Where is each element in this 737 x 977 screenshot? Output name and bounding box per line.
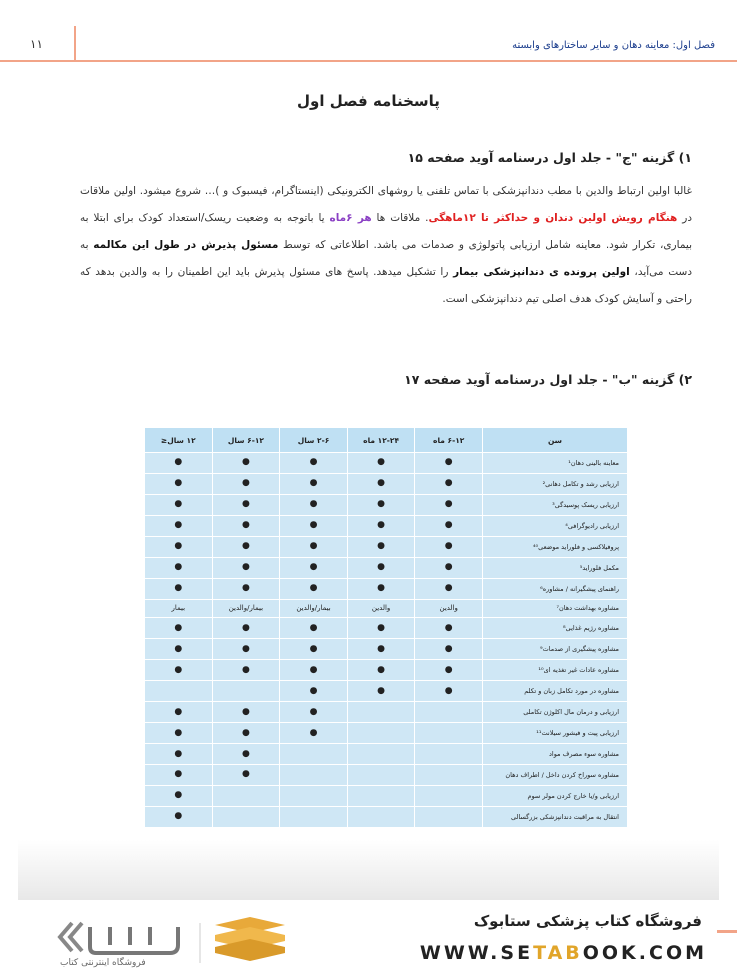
table-cell: ● — [347, 536, 415, 557]
row-label: معاینه بالینی دهان¹ — [483, 453, 628, 474]
header-age: سن — [483, 428, 628, 453]
table-cell — [280, 744, 348, 765]
table-row — [145, 639, 628, 660]
q1-highlight-interval: هر ۶ماه — [329, 212, 372, 224]
table-cell: ● — [347, 681, 415, 702]
logo-wordmark — [90, 927, 178, 953]
shop-url[interactable] — [420, 942, 707, 964]
table-cell: والدین — [415, 599, 483, 618]
row-label: ارزیابی رشد و تکامل دهانی² — [483, 473, 628, 494]
row-label: ارزیابی پیت و فیشور سیلانت¹¹ — [483, 723, 628, 744]
table-row — [145, 536, 628, 557]
row-label: پروفیلاکسی و فلوراید موضعی⁴⁰ — [483, 536, 628, 557]
table-cell: ● — [212, 639, 280, 660]
table-row — [145, 764, 628, 785]
chapter-title: فصل اول: معاینه دهان و سایر ساختارهای وابسته — [512, 40, 715, 51]
page-bottom-shadow — [18, 840, 719, 900]
table-row — [145, 681, 628, 702]
table-row — [145, 702, 628, 723]
table-cell: والدین — [347, 599, 415, 618]
table-cell — [347, 764, 415, 785]
header-2-6-years: ۲-۶ سال — [280, 428, 348, 453]
table-row — [145, 494, 628, 515]
table-cell — [212, 806, 280, 827]
table-cell: ● — [347, 453, 415, 474]
row-label: راهنمای پیشگیرانه / مشاوره⁶ — [483, 578, 628, 599]
table-cell — [145, 681, 213, 702]
row-label: مشاوره بهداشت دهان⁷ — [483, 599, 628, 618]
table-cell: ● — [415, 557, 483, 578]
table-cell: ● — [280, 473, 348, 494]
table-cell: ● — [145, 557, 213, 578]
table-cell: ● — [347, 557, 415, 578]
table-cell: ● — [347, 473, 415, 494]
table-cell — [280, 785, 348, 806]
table-cell — [415, 764, 483, 785]
header-rule — [0, 60, 737, 62]
table-cell: ● — [212, 744, 280, 765]
q1-bold-first-record: اولین پرونده ی دندانپزشکی بیمار — [453, 266, 630, 278]
table-cell — [347, 744, 415, 765]
table-cell: ● — [415, 618, 483, 639]
table-cell — [415, 702, 483, 723]
table-cell: ● — [212, 764, 280, 785]
row-label: مشاوره عادات غیر تغذیه ای¹⁰ — [483, 660, 628, 681]
table-cell: ● — [145, 660, 213, 681]
table-cell — [347, 785, 415, 806]
table-cell: ● — [145, 702, 213, 723]
footer-accent — [717, 930, 737, 933]
table-cell: بیمار/والدین — [280, 599, 348, 618]
table-cell — [347, 702, 415, 723]
table-cell: بیمار/والدین — [212, 599, 280, 618]
table-cell: ● — [415, 578, 483, 599]
table-row — [145, 723, 628, 744]
table-cell: ● — [347, 618, 415, 639]
table-cell: ● — [280, 536, 348, 557]
periodicity-table — [144, 427, 628, 828]
table-cell: ● — [212, 557, 280, 578]
table-cell: ● — [280, 702, 348, 723]
row-label: انتقال به مراقبت دندانپزشکی بزرگسالی — [483, 806, 628, 827]
table-cell: ● — [212, 536, 280, 557]
row-label: مکمل فلوراید⁵ — [483, 557, 628, 578]
table-cell: ● — [212, 660, 280, 681]
table-cell: ● — [347, 578, 415, 599]
table-cell: ● — [415, 681, 483, 702]
q1-text-1: غالبا اولین ارتباط والدین با مطب دندانپزشکی با تماس تلفنی یا روشهای الکترونیکی (اینستاگرام، فیسبوک و )… شروع میشود. اولین ملاقات در — [80, 185, 693, 224]
table-cell: ● — [145, 453, 213, 474]
table-cell: ● — [145, 744, 213, 765]
header-divider — [74, 26, 76, 62]
table-cell: ● — [145, 515, 213, 536]
table-cell: ● — [347, 515, 415, 536]
logo-wordmark-marks — [110, 927, 150, 945]
table-row — [145, 473, 628, 494]
shop-name: فروشگاه کتاب پزشکی ستابوک — [473, 912, 702, 930]
row-label: ارزیابی و/یا خارج کردن مولر سوم — [483, 785, 628, 806]
header-12-24-months: ۱۲-۲۴ ماه — [347, 428, 415, 453]
table-cell: ● — [212, 702, 280, 723]
table-row — [145, 599, 628, 618]
book-icon — [215, 917, 285, 961]
question-1-body — [80, 178, 692, 313]
row-label: مشاوره سوء مصرف مواد — [483, 744, 628, 765]
table-cell: بیمار — [145, 599, 213, 618]
row-label: ارزیابی ریسک پوسیدگی³ — [483, 494, 628, 515]
header-6-12-years: ۶-۱۲ سال — [212, 428, 280, 453]
table-row — [145, 578, 628, 599]
q1-bold-reception: مسئول پذیرش در طول این مکالمه — [93, 239, 279, 251]
table-cell: ● — [145, 764, 213, 785]
table-cell: ● — [415, 639, 483, 660]
q1-text-2: . ملاقات ها — [371, 212, 429, 224]
table-cell — [415, 806, 483, 827]
table-cell: ● — [415, 660, 483, 681]
table-cell: ● — [145, 618, 213, 639]
table-cell: ● — [280, 660, 348, 681]
table-row — [145, 618, 628, 639]
table-cell: ● — [212, 494, 280, 515]
table-cell — [415, 785, 483, 806]
table-row — [145, 453, 628, 474]
row-label: ارزیابی و درمان مال اکلوژن تکاملی — [483, 702, 628, 723]
table-cell: ● — [145, 639, 213, 660]
table-cell — [280, 764, 348, 785]
row-label: مشاوره در مورد تکامل زبان و تکلم — [483, 681, 628, 702]
q1-highlight-first-visit: هنگام رویش اولین دندان و حداکثر تا ۱۲ماهگی — [428, 212, 678, 224]
page-number: ۱۱ — [30, 37, 43, 51]
row-label: مشاوره پیشگیری از صدمات⁹ — [483, 639, 628, 660]
table-cell — [415, 744, 483, 765]
table-cell: ● — [145, 785, 213, 806]
table-cell: ● — [212, 473, 280, 494]
table-cell: ● — [280, 453, 348, 474]
table-cell: ● — [145, 473, 213, 494]
header-6-12-months: ۶-۱۲ ماه — [415, 428, 483, 453]
table-cell: ● — [280, 681, 348, 702]
table-cell: ● — [280, 557, 348, 578]
header-12-plus-years: ۱۲ سال≤ — [145, 428, 213, 453]
table-cell: ● — [415, 515, 483, 536]
table-cell — [280, 806, 348, 827]
url-suffix: OOK.COM — [582, 942, 707, 964]
table-cell: ● — [145, 536, 213, 557]
table-cell: ● — [212, 453, 280, 474]
q1-text-4: به دست می‌آید، — [80, 239, 692, 278]
table-cell: ● — [212, 515, 280, 536]
table-cell: ● — [212, 723, 280, 744]
table-header-row — [145, 428, 628, 453]
table-cell: ● — [415, 494, 483, 515]
row-label: ارزیابی رادیوگرافی⁴ — [483, 515, 628, 536]
table-cell: ● — [347, 494, 415, 515]
table-cell: ● — [145, 494, 213, 515]
table-cell: ● — [212, 578, 280, 599]
answers-title: پاسخنامه فصل اول — [297, 92, 440, 110]
table-cell — [347, 723, 415, 744]
table-cell: ● — [145, 806, 213, 827]
row-label: مشاوره رژیم غذایی⁸ — [483, 618, 628, 639]
table-cell: ● — [415, 473, 483, 494]
table-cell: ● — [415, 536, 483, 557]
table-row — [145, 806, 628, 827]
table-cell: ● — [347, 660, 415, 681]
question-1-heading: ۱) گزینه "ج" - جلد اول درسنامه آوید صفحه ۱۵ — [407, 150, 692, 165]
table-row — [145, 557, 628, 578]
chevrons-icon — [60, 923, 82, 951]
table-row — [145, 744, 628, 765]
url-accent: TAB — [533, 942, 583, 964]
logo-subtitle: فروشگاه اینترنتی کتاب — [60, 958, 146, 968]
table-cell: ● — [280, 618, 348, 639]
table-cell: ● — [280, 723, 348, 744]
table-row — [145, 515, 628, 536]
q1-text-3: یا باتوجه به وضعیت ریسک/استعداد کودک برای ابتلا به بیماری، تکرار شود. معاینه شامل ارزیابی پاتولوژی و صدمات می باشد. اطلاعاتی که توسط — [80, 212, 692, 251]
table-cell: ● — [212, 618, 280, 639]
table-cell: ● — [280, 578, 348, 599]
table-cell: ● — [145, 723, 213, 744]
url-prefix: WWW.SE — [419, 942, 534, 964]
table-cell: ● — [280, 639, 348, 660]
table-row — [145, 785, 628, 806]
table-cell — [347, 806, 415, 827]
table-row — [145, 660, 628, 681]
table-cell: ● — [280, 515, 348, 536]
table-cell: ● — [415, 453, 483, 474]
table-cell: ● — [280, 494, 348, 515]
table-cell: ● — [145, 578, 213, 599]
table-cell: ● — [347, 639, 415, 660]
q1-text-5: را تشکیل میدهد. پاسخ های مسئول پذیرش باید این اطمینان را به والدین بدهد که راحتی و آسایش کودک هدف اصلی تیم دندانپزشکی است. — [80, 266, 692, 305]
table-cell — [212, 785, 280, 806]
question-2-heading: ۲) گزینه "ب" - جلد اول درسنامه آوید صفحه ۱۷ — [404, 372, 692, 387]
table-cell — [212, 681, 280, 702]
row-label: مشاوره سوراخ کردن داخل / اطراف دهان — [483, 764, 628, 785]
table-cell — [415, 723, 483, 744]
